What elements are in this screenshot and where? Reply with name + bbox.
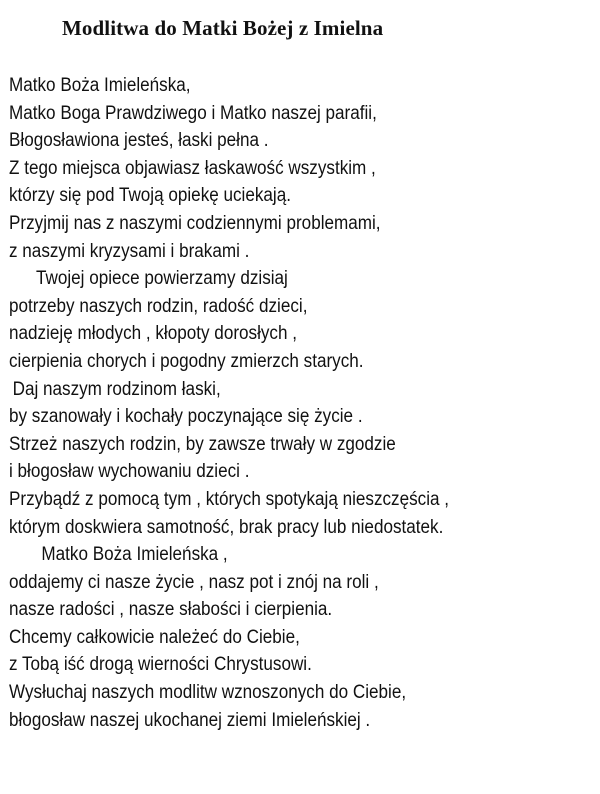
prayer-line: Wysłuchaj naszych modlitw wznoszonych do Ciebie, (9, 682, 407, 704)
prayer-line: cierpienia chorych i pogodny zmierzch starych. (9, 350, 364, 372)
prayer-line: Przybądź z pomocą tym , których spotykają nieszczęścia , (9, 488, 450, 510)
prayer-line: Matko Boża Imieleńska, (9, 75, 191, 96)
prayer-line: błogosław naszej ukochanej ziemi Imieleńskiej . (9, 709, 371, 731)
prayer-line: Z tego miejsca objawiasz łaskawość wszystkim , (9, 157, 376, 179)
prayer-line: i błogosław wychowaniu dzieci . (9, 461, 250, 483)
prayer-line: Matko Boga Prawdziwego i Matko naszej parafii, (9, 102, 377, 124)
prayer-line: Przyjmij nas z naszymi codziennymi problemami, (9, 212, 381, 234)
prayer-line: którym doskwiera samotność, brak pracy lub niedostatek. (9, 516, 444, 538)
prayer-line: potrzeby naszych rodzin, radość dzieci, (9, 295, 308, 317)
prayer-line: Daj naszym rodzinom łaski, (12, 378, 221, 400)
prayer-line: by szanowały i kochały poczynające się życie . (9, 406, 363, 428)
prayer-line: Matko Boża Imieleńska , (41, 544, 228, 566)
prayer-line: z naszymi kryzysami i brakami . (9, 240, 250, 262)
prayer-line: Strzeż naszych rodzin, by zawsze trwały w zgodzie (9, 433, 396, 455)
prayer-line: nadzieję młodych , kłopoty dorosłych , (9, 323, 297, 345)
prayer-line: Chcemy całkowicie należeć do Ciebie, (9, 626, 300, 648)
prayer-line: Błogosławiona jesteś, łaski pełna . (9, 130, 269, 152)
prayer-line: oddajemy ci nasze życie , nasz pot i znój na roli , (9, 571, 379, 593)
prayer-text (9, 72, 536, 734)
prayer-line: Twojej opiece powierzamy dzisiaj (36, 268, 288, 290)
prayer-title: Modlitwa do Matki Bożej z Imielna (62, 16, 384, 40)
prayer-line: nasze radości , nasze słabości i cierpienia. (9, 599, 333, 621)
prayer-line: którzy się pod Twoją opiekę uciekają. (9, 185, 291, 207)
prayer-line: z Tobą iść drogą wierności Chrystusowi. (9, 654, 312, 676)
